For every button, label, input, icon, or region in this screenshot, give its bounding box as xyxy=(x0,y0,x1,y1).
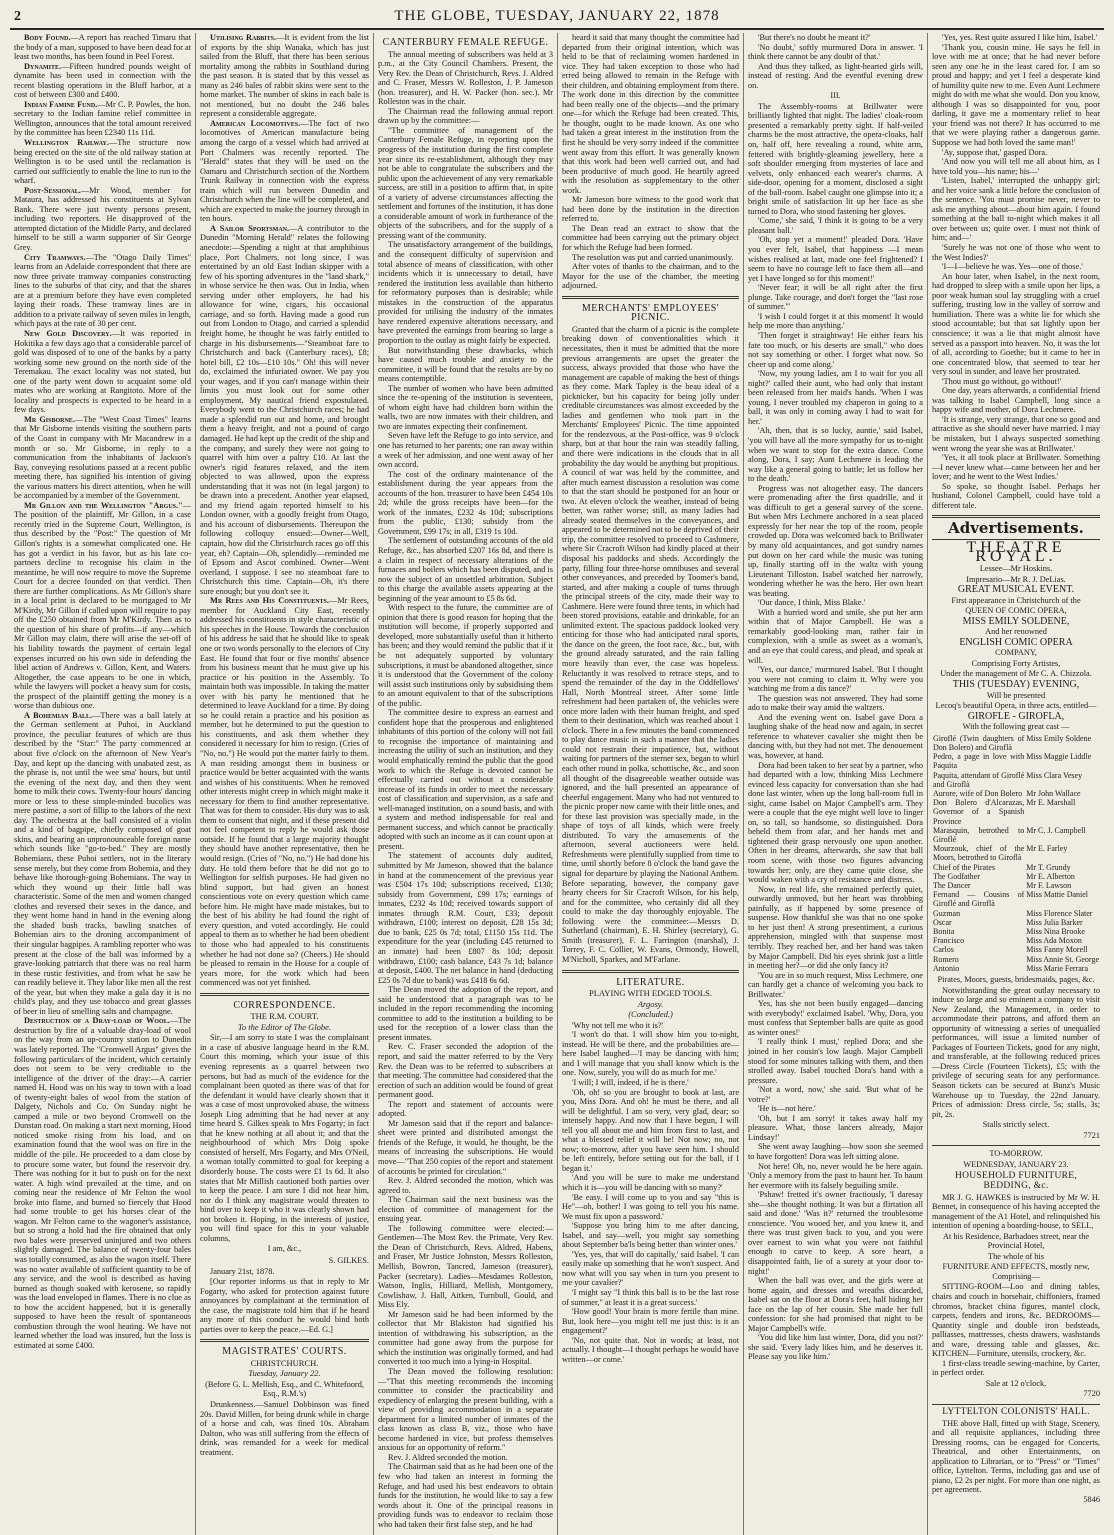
article-paragraph: The cost of the ordinary maintenance of the establishment during the year appears from the accounts of the hon. treasurer to have been £454 10s 2d; while the gross receipts have been—for the work of the inmates, £232 4s 10d; subscriptions from the public, £130; subsidy from the Government, £99 17s; in all, £319 1s 10d. xyxy=(378,469,553,536)
refuge-article-continued xyxy=(562,33,739,291)
correspondence-heading: CORRESPONDENCE. xyxy=(233,999,336,1011)
cast-role: Don Bolero d'Alcarazas, Governor of a Spanish Province xyxy=(933,798,1025,826)
story-paragraph: With a hurried word and smile, she put her arm within that of Major Campbell. He was a remarkably good-looking man, rather fair in complexion, with a smile as sweet as a woman's, and an eye that could caress, and plead, and speak at will. xyxy=(748,607,923,665)
column-2-news xyxy=(200,33,369,988)
story-paragraph: And thus they talked, as light-hearted girls will, instead of resting. And the eventful evening drew on. xyxy=(748,61,923,90)
theatre-first-appearance: First appearance in Christchurch of the xyxy=(951,595,1081,605)
story-paragraph: 'You are in so much request, Miss Lechmere, one can hardly get a chance of welcoming you back to Brillwater.' xyxy=(748,970,923,999)
story-paragraph: 'Thank you, cousin mine. He says he fell in love with me at once; that he had never before seen any one he in the least cared for. I am so proud and happy; and yet I feel a desperate kind of humility quite new to me. Even Aunt Lechmere might do with me what she would. Don you know, although I was so disappointed for you, poor darling, it gave me a momentary relief to hear your friend was not there? It has occurred to me that we were playing rather a dangerous game. Suppose we had both loved the same man!' xyxy=(932,42,1100,148)
advertisements-heading: Advertisements. xyxy=(948,519,1084,538)
cast-role: The Godfather xyxy=(933,871,980,881)
news-item-lead: Indian Famine Fund. xyxy=(24,99,98,109)
news-item-lead: Mr Gillon and the Wellington "Argus." xyxy=(24,500,183,510)
news-item xyxy=(14,711,191,1017)
news-item xyxy=(14,62,191,100)
news-item-lead: A Bohemian Ball. xyxy=(24,710,93,720)
cast-row xyxy=(932,734,1100,752)
column-4 xyxy=(558,33,744,1535)
sale-day: TO-MORROW. xyxy=(989,1149,1043,1159)
story-paragraph: 'And now you will tell me all about him, as I have told you—his name; his—' xyxy=(932,157,1100,176)
news-item-text: —The "West Coast Times" learns that Mr Gisborne intends visiting the southern parts of the Coast in company with Mr Macandrew in a month or so. Mr Gisborne, in reply to a communication from the inhabitants of Jackson's Bay, conveying resolutions passed at a recent public meeting there, has signified his intention of giving the various matters his direct attention, when he will be accompanied by a member of the Government. xyxy=(14,414,191,501)
refuge-heading: CANTERBURY FEMALE REFUGE. xyxy=(382,37,549,48)
story-paragraph: So spoke, so thought Isabel. Perhaps her husband, Colonel Campbell, could have told a different tale. xyxy=(932,481,1100,510)
to-editor: To the Editor of The Globe. xyxy=(237,1021,332,1032)
news-item-text: —Fifteen hundred pounds weight of dynamite has been used in connection with the recent blasting operations in the Bluff harbor, at a cost of between £300 and £400. xyxy=(14,61,191,100)
story-paragraph: 'How good! Your brain is more fertile than mine. But, look here—you might tell me just this: is it an engagement?' xyxy=(562,1307,739,1336)
story-paragraph: 'He is—not here.' xyxy=(758,1104,816,1114)
cast-row xyxy=(932,955,1100,964)
correspondence-subheading: THE R.M. COURT. xyxy=(250,1011,319,1022)
article-paragraph: Rev. J. Aldred seconded the motion. xyxy=(388,1452,508,1462)
column-5 xyxy=(744,33,928,1535)
cast-role: Bonita xyxy=(933,927,955,936)
cast-row xyxy=(932,927,1100,936)
article-paragraph: After votes of thanks to the chairman, and to the Mayor for the use of the chamber, the meeting adjourned. xyxy=(562,262,739,291)
cast-actor: Miss Fanny Morell xyxy=(1026,945,1088,955)
story-chapter-3 xyxy=(748,102,923,1362)
story-paragraph: 'It is strange, very strange, that one so good and attractive as she should never have married. I may be mistaken, but I always suspected something went wrong the year she was at Brillwater.' xyxy=(932,414,1100,453)
masthead xyxy=(10,8,1104,30)
cast-actor: Miss Annie St. George xyxy=(1026,954,1099,964)
story-paragraph: 'Never fear; it will be all right after the first plunge. Take courage, and don't forget the "last rose of summer."' xyxy=(748,283,923,312)
article-paragraph: The report and statement of accounts were adopted. xyxy=(378,1099,553,1119)
story-concluded: (Concluded.) xyxy=(628,1009,673,1020)
sale-furniture: FURNITURE AND EFFECTS, mostly new, Comprising— xyxy=(942,1262,1090,1281)
cast-role: Aurore, wife of Don Bolero xyxy=(933,788,1023,798)
news-item-text: —The fact of two locomotives of American manufacture being among the cargo of a vessel which had arrived at Port Chalmers was recently reported. The "Herald" states that they will be used on the Oamaru and Christchurch section of the Northern Trunk Railway in connection with the express train which will run between Dunedin and Christchurch when the line will be completed, and which are expected to make the journey through in ten hours. xyxy=(200,118,370,224)
story-paragraph: 'No, not quite that. Not in words; at least, not actually. I thought—I thought perhaps he would have written—or come.' xyxy=(562,1335,739,1364)
news-item-lead: Body Found. xyxy=(24,33,71,42)
cast-row xyxy=(932,863,1100,872)
article-paragraph: Rev. J. Aldred seconded the motion, which was agreed to. xyxy=(378,1176,553,1195)
news-item xyxy=(14,138,191,186)
news-item-text: —Mr Wood, member for Mataura, has addressed his constituents at Sylvan Bank. There were just twenty persons present, including two reporters. He disapproved of the attempted dictation of the Middle Party, and declared himself to be still a warm supporter of Sir George Grey. xyxy=(14,185,191,253)
column-1 xyxy=(10,33,196,1535)
article-paragraph: The resolution was put and carried unanimously. xyxy=(572,252,734,262)
story-paragraph: The Assembly-rooms at Brillwater were brilliantly lighted that night. The ladies' cloak-room presented a remarkably pretty sight. If half-veiled charms be the most attractive, the opera-cloaks, half on, half off, here revealing a round, white arm, fettered with brightly-gleaming jewellery, here a soft shoulder emerging from mysteries of lace and velvets, only enhanced each wearer's charms. A side-door, opening for a moment, disclosed a sight of the ball-room. Isabel caught one glimpse into it; a bright smile of satisfaction lit up her face as she turned to Dora, who stood fastening her gloves. xyxy=(748,101,923,216)
article-paragraph: The settlement of outstanding accounts of the old Refuge, &c., has absorbed £207 16s 8d, and there is a claim in respect of necessary alterations of the furnaces and boilers which has been disputed, and is now the subject of an unsettled arbitration. Subject to this charge the available assets appearing at the beginning of the year amount to £5 8s 6d. xyxy=(378,536,553,603)
news-item-text: —The structure now being erected on the site of the old railway station at Wellington is to be used until the reclamation is carried out sufficiently to enable the line to run to the wharf. xyxy=(14,138,191,186)
article-paragraph: The Chairman read the following annual report drawn up by the committee:— xyxy=(378,106,553,126)
theatre-company: COMPANY, xyxy=(995,648,1037,658)
sale-time: Sale at 12 o'clock. xyxy=(985,1378,1047,1388)
article-paragraph: The committee desire to express an earnest and confident hope that the prosperous and enlightened inhabitants of this portion of the colony will not fail to recognise the importance of maintaining and increasing the utility of such an institution, and they would emphatically remind the public that the good work to which the Refuge is devoted cannot be effectually carried out without a considerable increase of its funds in order to meet the necessary cost of classification and supervision, as a safe and well-managed institution, on a sound basis, and with a system and method indispensable for real and permanent success, and which cannot be practically adopted with such an income as it can count upon at present. xyxy=(378,708,553,851)
theatre-impresario: Impresario—Mr R. J. DeLias. xyxy=(966,574,1066,584)
theatre-cast-intro: With the following great cast — xyxy=(962,722,1070,732)
cast-role: Chief of the Pirates xyxy=(933,862,995,872)
cast-role: Francisco xyxy=(933,936,965,946)
sale-body: MR J. G. HAWKES is instructed by Mr W. H. Bennet, in consequence of his having accepted the management of the A1 Hotel, and relinquished his intention of opening a boarding-house, to SELL, xyxy=(932,1192,1100,1231)
cast-role: Pedro, a page in love with Paquita xyxy=(933,752,1025,771)
news-item-lead: Dynamite. xyxy=(24,61,62,71)
news-item xyxy=(14,253,191,329)
cast-role: Guzman xyxy=(933,908,961,918)
news-item xyxy=(14,1016,191,1350)
cast-role: Romero xyxy=(933,954,959,964)
column-6 xyxy=(928,33,1104,1535)
sale-extra: 1 first-class treadle sewing-machine, by Carter, in perfect order. xyxy=(932,1358,1100,1378)
cast-actor: Mr F. Lawson xyxy=(1026,880,1072,890)
cast-actor: Miss Mattie Daniel xyxy=(1026,890,1089,900)
article-paragraph: The number of women who have been admitted since the re-opening of the institution is seventeen, of whom eight have had children born within the walls, two are now inmates with their children, and two are inmates expecting their confinement. xyxy=(378,383,553,431)
news-item-text: —The destruction by fire of a valuable dray-load of wool on the way from an up-country station to Dunedin was lately reported. The "Cromwell Argus" gives the following particulars of the incident, which certainly does not seem to be very creditable to the intelligence of the driver of the dray:—A carrier named H. Hood was on his way to town with a load of twenty-eight bales of wool from the station of Dalgety, Nichols and Co. On Sunday night he camped a mile or two beyond Cromwell on the Dunstan road. On making a start next morning, Hood noticed smoke rising from his load, and on examination found that the wool was on fire in the middle of the pile. He proceeded to a dam close by to procure some water, but found the reservoir dry. There was nothing for it but to push on for the next water. A high wind prevailed at the time, and on coming near the residence of Mr Felton the wool broke into flame, and burned so fiercely that Hood had some trouble to get his horses clear of the wagon. Mr Felton came to the wagoner's assistance, but so strong a hold had the fire obtained that only two bales were preserved uninjured and two others slightly damaged. The balance of twenty-four bales was totally consumed, as also the wagon itself. There was no water available of sufficient quantity to be of any service, and the wool is described as having burned as though soaked with kerosene, so rapidly was the load enveloped in flames. There is no clue as to how the accident happened, but it is generally supposed to have been the result of spontaneous combustion through the wool heating. We have not learned whether the load was insured, but the loss is estimated at some £400. xyxy=(14,1016,191,1350)
cast-role: The Dancer xyxy=(933,880,971,890)
cast-row xyxy=(932,872,1100,881)
story-paragraph: 'Yes, it all took place at Brillwater. Something—I never knew what—came between her and her lover; and he went to the West Indies.' xyxy=(932,453,1100,482)
cast-actor: Mr John Wallace xyxy=(1026,788,1081,798)
theatre-name: THEATRE ROYAL. xyxy=(966,538,1066,566)
cast-role: Carlos xyxy=(933,945,954,955)
letter-closing: I am, &c., xyxy=(267,1244,302,1254)
cast-role: Paquita, attendant of Giroflé and Giroflà xyxy=(933,770,1025,789)
cast-row xyxy=(932,890,1100,908)
article-paragraph: Seven have left the Refuge to go into service, and one has returned to her parents; one ran away within a week of her admission, and one went away of her own accord. xyxy=(378,431,553,470)
story-paragraph: When the ball was over, and the girls were at home again, and dresses and wreaths discarded, Isabel sat on the floor at Dora's feet, half hiding her face on the lap of her cousin. She made her full confession: for she had promised that night to be Major Campbell's wife. xyxy=(748,1276,923,1333)
sale-whole: The whole of his xyxy=(988,1251,1044,1261)
news-item-lead: Mr Gisborne. xyxy=(24,414,75,424)
story-paragraph: 'Now, my young ladies, am I to wait for you all night?' called their aunt, who had only that instant been released from her maid's hands. 'When I was young, I never troubled my chaperon in going to a ball, it was only in coming away I had to wait for her.' xyxy=(748,369,923,426)
magistrates-body: Drunkenness.—Samuel Dobbinson was fined 20s. David Millen, for being drunk while in charge of a horse and cab, was fined 10s. Abraham Dalton, who was still suffering from the effects of drink, was remanded for a week for medical treatment. xyxy=(200,1400,369,1457)
letter-signature: S. GILKES. xyxy=(328,1255,369,1265)
theatre-ref: 7721 xyxy=(1083,1130,1100,1140)
story-continued xyxy=(748,33,923,90)
cast-table xyxy=(932,734,1100,973)
cast-row xyxy=(932,789,1100,798)
story-paragraph: Yes, has she not been busily engaged—dancing with everybody!' exclaimed Isabel. 'Why, Dora, you must confess that September balls are quite as good as winter ones!' xyxy=(748,999,923,1037)
news-item xyxy=(200,33,369,119)
news-item xyxy=(200,596,369,987)
theatre-direction: Under the management of Mr C. A. Chizzola. xyxy=(940,669,1092,679)
cast-row xyxy=(932,752,1100,770)
literature-heading: LITERATURE. xyxy=(616,976,685,988)
cast-actor: Miss Clara Vesey xyxy=(1026,770,1083,780)
story-paragraph: One day, years afterwards, a confidential friend was talking to Isabel Campbell, long since a happy wife and mother, of Dora Lechmere. xyxy=(932,386,1100,415)
news-item-lead: City Tramways. xyxy=(24,252,86,262)
article-paragraph: The statement of accounts duly audited, submitted by Mr Jameson, showed that the balance in hand at the commencement of the previous year was £504 17s 10d; subscriptions received, £130; subsidy from Government, £99 17s; earnings of inmates, £232 4s 10d; received towards support of inmates through R.M. Court, £33; deposit withdrawn, £100; interest on deposit, £28 15s 3d; due to bank, £25 0s 7d; total, £1150 15s 11d. The expenditure for the year (including £45 returned to an inmate) had been £807 8s 10d; deposit withdrawn, £100; cash balance, £43 7s 1d; balance at deposit, £400. The net balance in hand (deducting £25 0s 7d due to bank) was £418 6s 6d. xyxy=(378,851,553,985)
story-paragraph: 'Then forget it straightway! He either fears his fate too much, or his deserts are small," who does not say something or other. I forget what now. So cheer up and come along.' xyxy=(748,330,923,369)
article-paragraph: The Chairman said that as he had been one of the few who had taken an interest in forming the Refuge, and had used his best endeavors to obtain funds for the institution, he would like to say a few words about it. One of the principal reasons in providing funds was to endeavor to reclaim those who had taken their first false step, and he had xyxy=(378,1462,553,1529)
cast-actor: Miss Nina Brooke xyxy=(1026,927,1085,936)
column-2 xyxy=(196,33,374,1535)
story-paragraph: Not here! Oh, no, never would he be here again. 'Only a memory from the past to haunt her. To haunt her evermore with its falsely beguiling smile. xyxy=(748,1161,923,1190)
theatre-presented: Will be presented xyxy=(986,690,1046,700)
news-item-text: —A contributor to the Dunedin "Morning Herald" relates the following anecdote:—Spending a night at that amphibious place, Port Chalmers, not long since, I was entertained by an old East Indian skipper with a few of his sporting adventures in the "land shark," in whose service he then was. Out in India, when serving under other employers, he had his allowance for wine, cigars, his occasional carriage, and so forth. Having made a good run out from London to Otago, and carried a splendid freight home, he thought he was fairly entitled to charge in his disbursements—"Steamboat fare to Christchurch and back (Canterbury races), £8; hotel bill, £2 10s—£10 10s." Oh! this will never do, exclaimed the infuriated owner. We pay you your wages, and if you can't manage within their limits you must look out for some other employment. My nautical friend expostulated. Everybody went to the Christchurch races; he had made a splendid run out and home, and brought them a heavy freight, and not a pound of cargo damaged. He had kept up the credit of the ship and the company, and surely they were not going to quarrel with him over a paltry £10. At last the owner's rigid features relaxed, and the item objected to was allowed, upon the express understanding that it was not (in legal jargon) to be drawn into a precedent. Another year elapsed, and my friend again reported himself to his London owner, with a goodly freight from Otago, and his account of disbursements. Thereupon the following colloquy ensued:—Owner—Well, captain, how did the Christchurch races go off this year, eh? Captain—Oh, splendidly—reminded me of Epsom and Ascot combined. Owner—Went overland, I suppose. I see no steamboat fare to Christchurch this time. Captain—Oh, it's there sure enough; but you don't see it. xyxy=(200,223,369,596)
news-item xyxy=(14,501,191,711)
cast-row xyxy=(932,844,1100,862)
columns xyxy=(10,30,1104,1535)
news-item xyxy=(14,329,191,415)
cast-row xyxy=(932,909,1100,918)
article-paragraph: Mr Jameson said he had been informed by the collector that Mr Blakiston had signified his intention of withdrawing his subscription, as the committee had gone away from the purpose for which the institution was originally formed, and had converted it too much into a lying-in Hospital. xyxy=(378,1309,553,1367)
story-paragraph: 'I wish I could forget it at this moment! It would help me more than anything.' xyxy=(748,311,923,331)
cast-actor: Mr E. Alberton xyxy=(1026,871,1075,881)
cast-role: Oscar xyxy=(933,917,952,927)
story-paragraph: 'Yes, yes. Rest quite assured I like him, Isabel.' xyxy=(942,33,1098,42)
article-paragraph: "The committee of management of the Canterbury Female Refuge, in reporting upon the progress of the institution during the first complete year since its re-establishment, although they may not be able to congratulate the subscribers and the public upon the achievement of any very remarkable success, are still in a position to affirm that, in spite of a variety of adverse circumstances affecting the settlement and fortunes of the institution, it has done a considerable amount of work in furtherance of the objects of the subscribers, and for the supply of a pressing want of the community. xyxy=(378,125,553,240)
news-item-lead: New Gold Discovery. xyxy=(24,328,112,338)
news-item xyxy=(14,100,191,138)
story-paragraph: 'But there's no doubt he meant it?' xyxy=(758,33,871,42)
theatre-event: GREAT MUSICAL EVENT. xyxy=(957,584,1075,596)
article-paragraph: Mr Jameson bore witness to the good work that had been done by the institution in the direction referred to. xyxy=(562,195,739,224)
story-paragraph: The question was not answered. They had some ado to make their way amid the waltzers. xyxy=(748,693,923,713)
letter-date: January 21st, 1878. xyxy=(210,1267,275,1277)
cast-row xyxy=(932,945,1100,954)
article-paragraph: Mr Jameson said that if the report and balance-sheet were printed and distributed amongst the friends of the Refuge, it would, he thought, be the means of increasing the subscriptions. He would move—"That 250 copies of the report and statement of accounts be printed for circulation." xyxy=(378,1118,553,1176)
theatre-company-name: ENGLISH COMIC OPERA xyxy=(959,636,1073,648)
story-paragraph: 'Yes, our dance,' murmured Isabel. 'But I thought you were not coming to claim it. Why were you watching me from a dis tance?' xyxy=(748,665,923,694)
story-paragraph: 'Listen, Isabel,' interrupted the unhappy girl; and her voice sank a little before the conclusion of the sentence. 'You must promise never, never to ask me anything about—about him again. I found something at the ball to-night which makes it all over between us; quite over. I must not think of him; and—' xyxy=(932,176,1100,243)
story-paragraph: And the evening went on. Isabel gave Dora a laughing shake of the head now and again, in secret reference to whatever cavalier she might then be dancing with, but they had not met. The denouement was, however, at hand. xyxy=(748,712,923,761)
news-item xyxy=(200,224,369,596)
sale-title: HOUSEHOLD FURNITURE, BEDDING, &c. xyxy=(954,1171,1078,1191)
theatre-notice: Notwithstanding the great outlay necessary to induce so large and so eminent a company to visit New Zealand, the Management, in order to accommodate their patrons, and afford them an opportunity of witnessing a series of unequalled performances, will issue a limited number of Packages of Fourteen Tickets, good for any night, and transferable, at the following reduced prices—Dress Circle (Fourteen Tickets), £5; with the privilege of securing seats for any performance. Season tickets can be secured at Bunz's Music Warehouse up to Tuesday, the 22nd January. Prices of admission: Dress circle, 5s; stalls, 3s; pit, 2s. xyxy=(932,985,1100,1119)
story-paragraph: 'Thou must go without, go without!' xyxy=(942,376,1062,386)
letter-body: Sir,—I am sorry to state I was the complainant in a case of abusive language heard in the R.M. Court this morning, which your issue of this evening represents as a quarrel between two persons, but had as much of the evidence for the complainant been quoted as there was of that for the defendant it would have clearly shown that it was a case of most unprovoked abuse, the witness Joseph Ling admitting that he had never at any time heard S. Gilkes speak to Mrs Fogarty; in fact that he knew nothing at all about it; and that the neighbourhood of which Mrs Doig spoke consisted of herself, Mrs Fogarty, and Mrs O'Neil, a woman totally committed to goal for keeping a disorderly house. The costs were £1 1s 6d. It also states that Mr Millish cautioned both parties over to keep the peace. I am sure I did not hear him, nor do I think any magistrate would threaten to bind over to keep it who it was clearly shown had not broken it. Hoping, in the interests of justice, you will find space for this in your valuable columns, xyxy=(200,1033,369,1243)
news-item-lead: Post-Sessional. xyxy=(24,185,81,195)
theatre-renowned: And her renowned xyxy=(985,627,1047,637)
article-paragraph: Granted that the charm of a picnic is the complete breaking down of conventionalities which it necessitates, then it must be admitted that the more previous arrangements are upset the greater the success, always provided that those who have the management are capable of making the best of things as they come. Mark Tapley is the beau ideal of a picknicker, but his capacity for being jolly under creditable circumstances was almost exceeded by the ladies and gentlemen who took part in the Merchants' Employees' Picnic. The time appointed for the rendezvous, at the Post-office, was 9 o'clock sharp, but at that hour the rain was steadily falling, and there were indications in the clouds that in all probability the day would be anything but propitious. A council of war was held by the committee, and after much earnest discussion a resolution was come to that the start should be postponed for an hour or two. At eleven o'clock the weather, instead of being better, was rather worse; still, as many ladies had already seated themselves in the conveyances, and appeared to be determined not to be deprived of their trip, the committee resolved to proceed to Cashmere, where Sir Cracroft Wilson had kindly placed at their disposal his paddocks and sheds. Accordingly the party, filling four three-horse omnibuses and several other conveyances, and preceded by Toomer's band, started, and after making a couple of turns through the principal streets of the city, made their way to Cashmere. Here were found three tents, in which had been stored provisions, eatable and drinkable, for an unlimited extent. The spacious paddock looked very enticing for those who had anticipated rural sports, the dance on the green, the foot race, &c., but, with the ground already saturated, and the rain falling more heavily than ever, the case was hopeless. Reluctantly it was resolved to retrace steps, and to spend the remainder of the day in the Oddfellows' Hall, North Montreal street. After some little refreshment had been partaken of, the vehicles were once more laden with their human freight, and sped them to their destination, which was reached about 1 o'clock. There in a few minutes the band commenced to play dance music in such a manner that the ladies could not restrain their impatience, but, without waiting for partners of the sterner sex, began to whirl each other round in polka, schottische, &c., and soon all thought of the disagreeable weather outside was ignored, and the hall presented an appearance of cheerful engagement. Many who had not ventured to the picnic proper now came with their little ones, and for these last provision was specially made, in the shape of toys of all kinds, which were freely distributed. To vary the amusements of the afternoon, several auctioneers were held. Refreshments were plentifully supplied from time to time, until shortly before 8 o'clock the band gave the signal for departure by playing the National Anthem. Before separating, however, the company gave hearty cheers for Sir Cracroft Wilson, for his help, and for the committee, who certainly did all they could to make the day thoroughly enjoyable. The following were the committee:—Messrs D. Sutherland (chairman), E. H. Shirley (secretary), G. Smith (treasurer), F. L. Farrington (marshal), J. Torrey, F. C. Collier, W. Evans, Ormondy, Howell, M'Nicholl, Sparkes, and M'Farlane. xyxy=(562,324,739,964)
theatre-comprising: Comprising Forty Artistes, xyxy=(971,658,1061,668)
page-number: 2 xyxy=(14,9,21,24)
cast-row xyxy=(932,881,1100,890)
theatre-stalls: Stalls strictly select. xyxy=(982,1120,1050,1130)
story-paragraph: 'And you will be sure to make me understand which it is—you will be dancing with so many?' xyxy=(562,1173,739,1192)
story-paragraph: 'You did like him last winter, Dora, did you not?' she said. 'Every lady likes him, and he deserves it. Please say you like him.' xyxy=(748,1333,923,1362)
article-paragraph: The annual meeting of subscribers was held at 3 p.m., at the City Council Chambers. Present, the Very Rev. the Dean of Christchurch, Revs. J. Aldred and C. Fraser, Messrs W. Rolleston, J. P. Jameson (hon. treasurer), and H. W. Packer (hon. sec.). Mr Rolleston was in the chair. xyxy=(378,49,553,107)
news-item xyxy=(200,119,369,224)
article-paragraph: The Chairman said the next business was the election of committee of management for the ensuing year. xyxy=(378,1195,553,1224)
article-paragraph: heard it said that many thought the committee had departed from their original intention, which was held to be that of reclaiming women hardened in vice. They had taken exception to those who had erred being allowed to remain in the Refuge with their children, and obtaining employment from there. The work done in this direction by the committee had been really one of the objects—and the primary one—for which the Refuge had been created. This, he thought, ought to be made known. As one who had taken a great interest in the institution from the first he should be very sorry indeed if the committee went away from this effort. It was generally known that this work had been well carried out, and had been productive of much good. He heartily agreed with the resolution as supplementary to the other work. xyxy=(562,33,739,195)
news-item-lead: Utilising Rabbits. xyxy=(210,33,277,42)
news-item-text: —A report has reached Timaru that the body of a man, supposed to have been dead for at least two months, has been found in Peel Forest. xyxy=(14,33,191,62)
cast-row xyxy=(932,918,1100,927)
news-item xyxy=(14,415,191,501)
chapter-number: III. xyxy=(830,91,841,101)
story-paragraph: 'Come,' she said, 'I think it is going to be a very pleasant ball.' xyxy=(748,216,923,235)
picnic-article xyxy=(562,325,739,965)
news-item-text: —The "Otago Daily Times" learns from an Adelaide correspondent that there are now three private tramway companies constructing lines to the suburbs of that city, and that the shares are at a premium before they have even completed laying their roads. These tramway lines are in addition to a private railway of seven miles in length, which pays at the rate of 30 per cent. xyxy=(14,252,191,329)
theatre-tonight: THIS (TUESDAY) EVENING, xyxy=(952,679,1080,690)
cast-actor: Miss Florence Slater xyxy=(1026,908,1093,918)
story-paragraph: 'I might say "I think this ball is to be the last rose of summer," at least it is a great success.' xyxy=(562,1288,739,1307)
news-item-text: —It is evident from the list of exports by the ship Wanaka, which has just sailed from the Bluff, that there has been serious mortality among the rabbits in Southland during the past season. It is stated that by this vessel as many as 246 bales of rabbit skins were sent to the home market. The number of skins in each bale is not mentioned, but no doubt the 246 bales represent a considerable aggregate. xyxy=(200,33,369,119)
newspaper-title: THE GLOBE, TUESDAY, JANUARY 22, 1878 xyxy=(394,8,720,24)
hall-body: THE above Hall, fitted up with Stage, Scenery, and all requisite appliances, including three Dressing rooms, can be engaged for Concerts, Theatrical, and other Entertainments, on application to Librarian, or to "Press" or "Times" office, Lyttelton. Terms, including gas and use of piano, £2 2s per night. For more than one night, as per agreement. xyxy=(932,1418,1100,1495)
theatre-chorus: Pirates, Moors, guests, bridesmaids, pages, &c. xyxy=(937,975,1095,985)
cast-actor: Mr C. J. Campbell xyxy=(1026,825,1086,835)
theatre-star: MISS EMILY SOLDENE, xyxy=(962,615,1070,627)
story-paragraph: 'Our dance, I think, Miss Blake.' xyxy=(758,598,866,608)
news-item-lead: Destruction of a Dray-load of Wool. xyxy=(24,1016,170,1026)
story-paragraph: 'Suppose you bring him to me after dancing, Isabel, and say—well, you might say something about September ba'ls being better than winter ones.' xyxy=(562,1221,739,1250)
cast-actor: Miss Maggie Liddle xyxy=(1026,752,1092,762)
story-paragraph: 'Yes, yes, that will do capitally,' said Isabel. 'I can easily make up something that he won't suspect. And now what will you say when in turn you present to me your cavalier?' xyxy=(562,1249,739,1288)
story-paragraph: 'Surely he was not one of those who went to the West Indies?' xyxy=(932,243,1100,262)
cast-actor: Miss Emily Soldene xyxy=(1026,733,1092,743)
cast-row xyxy=(932,798,1100,826)
cast-role: Antonio xyxy=(933,963,960,973)
story-paragraph: 'Ah, then, that is so lucky, auntie,' said Isabel, 'you will have all the more sympathy for us to-night when we want to stop for the extra dance. Come along, Dora, I say; Aunt Lechmere is leading the way like a general going to battle; let us follow her to the death.' xyxy=(748,426,923,484)
story-paragraph: 'Not a word, now,' she said. 'But what of he votre?' xyxy=(748,1085,923,1104)
magistrates-heading: MAGISTRATES' COURTS. xyxy=(222,1346,347,1358)
news-item-text: —There was a ball lately at the German settlement at Puhoi, in Auckland province, the peculiar features of which are thus described by the "Star:" The party commenced at about five o'clock on the afternoon of New Year's Day, and kept up the dancing with unabated zest, as the phrase is, not until the wee sma' hours, but until the evening of the next day, and then they went home to milk their cows. Twenty-four hours' dancing more or less to these simple-minded bucolics was mere pastime, a sort of fillip to the labors of the next day. The orchestra at the ball consisted of a violin and a kind of bagpipe, chiefly composed of goat skins, and bearing an unpronounceable foreign name which sounds like "go-to-bed." They are mostly Bohemians, these Puhoi settlers, not in the literary sense merely, but they come from Bohemia, and they behave like thorough-going Bohemians. The way in which they wound up their little ball was characteristic. Some of the men and women changed clothes and reversed their sexes in the dance, and they went home hand in hand in the evening along the shaded bush tracks, bawling snatches of Bohemian airs to the droning accompaniment of their singular bagpipes. A rambling reporter who was present at the close of the ball was informed by a grave-looking patriarch that there was no real harm in these rustic festivities, and from what he saw he can readily believe it. They labor like men all the rest of the year, but when they make a gala day it is no child's play, and they use tobacco and great glasses of beer in lieu of smelling salts and champagne. xyxy=(14,710,192,1016)
story-paragraph: 'Why not tell me who it is?' xyxy=(572,1020,664,1030)
cast-actor: Mr T. Grundy xyxy=(1026,862,1071,872)
story-paragraph: 'Ay, suppose that,' gasped Dora. xyxy=(942,147,1048,157)
theatre-opera-desc: Lecoq's beautiful Opera, in three acts, entitled— xyxy=(935,701,1097,711)
news-item-lead: A Sailor Sportsman. xyxy=(210,223,290,233)
cast-role: Marasquin, betrothed to Giroflé xyxy=(933,825,1025,844)
news-item xyxy=(14,33,191,62)
magistrates-bench: (Before G. L. Mellish, Esq., and C. Whitefoord, Esq., R.M.'s) xyxy=(205,1379,364,1399)
article-paragraph: The Dean moved the following resolution:—"That this meeting recommends the incoming committee to consider the practicability and expediency of enlarging the present building, with a view of providing accommodation in a separate department for a limited number of inmates of the class known as class B, viz., those who have become hardened in vice, but profess themselves anxious for an opportunity of reform." xyxy=(378,1367,553,1453)
story-paragraph: 'No doubt,' softly murmured Dora in answer. 'I think there cannot be any doubt of that.' xyxy=(748,42,923,62)
story-paragraph: Dora had been taken to her seat by a partner, who had departed with a low, thinking Miss Lechmere evinced less capacity for conversation than she had done last winter, when up the long ball-room full in sight, came Isabel on Major Campbell's arm. They were a couple that the eye might well love to linger on, so tall, so handsome, so distinguished. Dora beheld them from afar, and her hands met and tightened their grasp nervously one upon another. Often in her dreams, afterwards, she saw that ball room scene, with those two figures advancing towards her; only, are they came quite close, she would waken with a cry of resistance and distress. xyxy=(748,760,923,885)
story-paragraph: 'Oh, stop yet a moment!' pleaded Dora. 'Have you ever felt, Isabel, that happiness —I mean wishes realised at last, made one feel frightened? I seem to have no courage left to face them all—and yet I have longed so for this moment!' xyxy=(748,235,923,283)
article-paragraph: The Dean moved the adoption of the report, and said he understood that a paragraph was to be included in the report recommending the incoming committee to add to the institution a building to be used for the reception of a lower class than the present inmates. xyxy=(378,985,553,1042)
hall-title: LYTTELTON COLONISTS' HALL. xyxy=(942,1406,1090,1417)
article-paragraph: Rev. C. Fraser seconded the adoption of the report, and said the matter referred to by the Very Rev. the Dean was to be referred to subscribers at that meeting. The committee had considered that the erection of such an addition would be found of great permanent good. xyxy=(378,1042,553,1100)
cast-row xyxy=(932,936,1100,945)
story-paragraph: 'I really think I must,' replied Dora; and she joined in her cousin's low laugh. Major Campbell stood for some minutes talking with them, and then strolled away. Isabel touched Dora's hand with a pressure. xyxy=(748,1037,923,1085)
story-paragraph: 'I won't do that. I will show him you to-night, instead. He will be there, and the probabilities are—here Isabel laughed—'I may be dancing with him; and I will manage that you shall know which is the one. Now, surely, you will do as much for me.' xyxy=(562,1030,739,1078)
story-paragraph: Now, in real life, she remained perfectly quiet, outwardly unmoved, but her heart was throbbing painfully, as if happened by some presence of suspense. How thankful she was that no one spoke to her just then! A strong presentiment, a curious apprehension, mingled with that suspense most terribly. They reached her, and her hand was taken by Major Campbell. Did his eyes shrink just a little in meeting her?—or did she only fancy it? xyxy=(748,884,923,971)
cast-row xyxy=(932,964,1100,973)
cast-row xyxy=(932,771,1100,789)
cast-role: Giroflé (Twin daughters of Don Bolero) and Giroflà xyxy=(933,733,1025,752)
article-paragraph: The following committee were elected:—Gentlemen—The Most Rev. the Primate, Very Rev. the Dean of Christchurch, Revs. Aldred, Habens, and Fraser, Mr Justice Johnston, Messrs Rolleston, Mellish, Bowron, Tancred, Jameson (treasurer), Packer (secretary). Ladies—Mesdames Rolleston, Watson, Inglis, Hilliard, Mellish, Montgomery, Cowlishaw, J. Hall, Aitken, Turnbull, Gould, and Miss Ely. xyxy=(378,1223,553,1310)
magistrates-sub: CHRISTCHURCH. xyxy=(250,1357,319,1368)
news-item xyxy=(14,186,191,253)
sale-ref: 7720 xyxy=(1083,1389,1100,1399)
theatre-lessee: Lessee—Mr Hoskins. xyxy=(979,563,1053,573)
story-paragraph: 'Be easy. I will come up to you and say "this is He"—oh, bother! I was going to tell you his name. We must fix upon a password.' xyxy=(562,1192,739,1221)
news-item-text: —It was reported in Hokitika a few days ago that a considerable parcel of gold was disposed of to one of the banks by a party working some new ground on the north side of the Teremakau. The exact locality was not stated, but one of the party went down to acquaint some old mates who are working at Rangitoto. More of the locality and prospects is expected to be heard in a few days. xyxy=(14,328,191,415)
news-item-text: —Mr C. P. Powles, the hon. secretary to the Indian famine relief committee in Wellington, announces that the total amount received by the committee has been £2340 11s 11d. xyxy=(14,99,191,138)
theatre-opera: GIROFLE - GIROFLA, xyxy=(967,710,1065,722)
story-paragraph: 'Pshaw! fretted it's owner fractiously, 'I daresay she—she thought nothing. It was but a flirtation all said and done.' 'Was it?' returned the troublesome conscience. 'You wooed her, and you knew it, and there was trust given back to you, and you were over earnest to win what you were not faithful enough to carve to keep. A sore heart, a disappointed faith, lie of a surety at your door to-night!' xyxy=(748,1190,923,1276)
article-paragraph: The unsatisfactory arrangement of the buildings, and the consequent difficulty of supervision and total absence of means of classification, with other incidents which it is unnecessary to detail, have rendered the institution less available than hitherto for reformatory purposes than is desirable; while mistakes in the construction of the apparatus provided for utilising the industry of the inmates have rendered expensive alterations necessary, and have prevented the earnings from bearing so large a proportion to the outlay as might fairly be expected. xyxy=(378,240,553,345)
story-paragraph: Progress was not altogether easy. The dancers were promenading after the first quadrille, and it was difficult to get a general survey of the scene. But when Mrs Lechmere anchored in a seat placed expressly for her near the top of the room, people crowded up. Dora was welcomed back to Brillwater by many old acquaintances, and got sundry names put down on her card while the music was tuning up, finally starting off in the waltz with young Lieutenant Tilloston. Isabel watched her narrowly, wondering whether he was the hero. Her own heart was beating. xyxy=(748,483,923,598)
article-paragraph: But notwithstanding these drawbacks, which have caused much trouble and anxiety to the committee, it will be found that the results are by no means contemptible. xyxy=(378,345,553,384)
article-paragraph: The Dean read an extract to show that the committee had been carrying out the primary object for which the Refuge had been formed. xyxy=(562,223,739,253)
cast-actor: Mr E. Farley xyxy=(1026,844,1068,854)
sale-date: WEDNESDAY, JANUARY 23. xyxy=(963,1159,1069,1169)
story-paragraph: 'I will; I will, indeed, if he is there.' xyxy=(572,1077,689,1087)
story-paragraph: 'Oh, oh! so you are brought to book at last, are you, Miss Dora. And oh! he must be there, and all will be delightful. I am so very, very glad, dear; so intensely happy. And now that I have begun, I will tell you all about me and him from first to last, and what a blessed relief it will be! Not now; no, not now; to-morrow, after you have seen him. I should be left entirely, before setting out for the ball, if I began it.' xyxy=(562,1087,739,1173)
story-text xyxy=(562,1021,739,1365)
cast-role: Mourzouk, chief of the Moors, betrothed to Giroflà xyxy=(933,844,1025,863)
cast-role: Fernand — Cousins of Giroflé and Giroflà xyxy=(933,890,1025,909)
cast-actor: Miss Julia Barker xyxy=(1026,917,1083,927)
news-item-text: —Mr Rees, member for Auckland City East, recently addressed his constituents in style characteristic of his speeches in the House. Towards the conclusion of his address he said that he should like to speak one or two words personally to the electors of City East. He found that four or five months' absence from his business meant that he must give up his practice or his position in the Assembly. To maintain both was impossible. In taking the matter over with his party he mentioned that he determined to leave Auckland for a time. By doing so he could retain a practice and his position as member, but he determined to put the question to his constituents, and ask them whether they considered it necessary for him to resign. (Cries of "No, no.") He would put the matter fairly to them. A man residing amongst them in business or practice would be better acquainted with the wants and wishes of his constituents. When he removed other interests might creep in which might make it necessary for them to find another representative. That was for them to consider. His duty was to ask them to consent that night, and if these present did not feel competent to reply he would ask those outside. If he found that a large majority thought they should have another representative, then he would resign. (Cries of "No, no.") He had done his duty. He told them before that he did not go to Wellington for selfish purposes. He had given no blind support, but had given an honest conscientious vote on every question which came before him. He might have made mistakes, but to the best of his ability he had found the right of every question, and voted accordingly. He could appeal to them as to whether he had been obedient to those who had appealed to his constituents whether he had not done so? (Cheers.) He should be pleased to remain in the House for a couple of years more, for the work which had been commenced was not yet finished. xyxy=(200,596,370,988)
hall-ref: 5846 xyxy=(1083,1494,1100,1504)
story-paragraph: An hour later, when Isabel, in the next room, had dropped to sleep with a smile upon her lips, a poor weak human soul lay struggling with a cruel suffering, trusting low in the valley of sorrow and humiliation. There was a white lie for which she stood accountable; but that sat lightly upon her conscience; it was a lie that might almost have served as a passport into heaven. No, it was the lot of all, according to Goethe; but it came to her in one concentrated blow, that seemed to tear her very soul in sunder, and leave her prostrated. xyxy=(932,271,1100,377)
picnic-heading: MERCHANTS' EMPLOYEES' PICNIC. xyxy=(581,302,720,324)
story-title: PLAYING WITH EDGED TOOLS. xyxy=(589,988,712,999)
sale-details: SITTING-ROOM—Loo and dining tables, chairs and couch in horsehair, chiffoniers, framed chromos, bracket china figures, mantel clock, carpets, fenders and irons, &c. BEDROOMS—Quantity single and double iron bedsteads, palliasses, mattresses, chests drawers, washstands and ware, dressing table and glasses, &c. KITCHEN—Furniture, utensils, crockery, &c. xyxy=(932,1282,1100,1359)
story-byline: Argosy. xyxy=(637,998,664,1009)
news-item-lead: American Locomotives. xyxy=(210,118,301,128)
column-3 xyxy=(374,33,558,1535)
theatre-queen: QUEEN OF COMIC OPERA, xyxy=(965,606,1067,616)
story-paragraph: 'Oh, but I am sorry! it takes away half my pleasure. What, those lancers already, Major Lindsay!' xyxy=(748,1113,923,1142)
news-item-text: —The position of the plaintiff, Mr Gillon, in a case recently tried in the Supreme Court, Wellington, is thus described by the "Post:" The question of Mr Gillon's rights is a somewhat complicated one. He has got a verdict in his favor, but as his late co-partners decline to recognise his claim in the meantime, he will now require to move the Supreme Court for a decree founded on that verdict. Then there are further complications. As Mr Gillon's share in a local print is declared to be mortgaged to Mr M'Kirdy, Mr Gillon if called upon will require to pay off the £250 obtained from Mr M'Kirdy. Then as to the question of his share of profits—if any—which Mr Gillon may claim, there will arise the set-off of his liability towards the payment of certain legal expenses incurred on his own side in defending the libel action of Andrews v. Gillon, Kent, and Waters. Altogether, the case appears to be one in which, while the lawyers will pocket a heavy sum for costs, the prospect of the plaintiff getting the money is a worse than dubious one. xyxy=(14,500,191,711)
story-ending xyxy=(932,33,1100,510)
editor-note: [Our reporter informs us that in reply to Mr Fogarty, who asked for protection against future annoyances by complainant at the termination of the case, the magistrate told him that if he heard any more of this conduct he would bind both parties over to keep the peace.—Ed. G.] xyxy=(200,1277,369,1334)
news-item-lead: Wellington Railway. xyxy=(24,138,109,148)
article-paragraph: With respect to the future, the committee are of opinion that there is good reason for hoping that the institution will become, if properly supported and developed, more substantially useful than it hitherto has been; and they would remind the public that if it be not adequately supported by voluntary subscriptions, it must be abandoned altogether, since it is understood that the Government of the colony will assist such institutions only by subsidising them to an amount equivalent to that of the subscriptions of the public. xyxy=(378,603,553,708)
cast-row xyxy=(932,826,1100,844)
cast-actor: Miss Marie Ferrara xyxy=(1026,963,1089,973)
story-paragraph: 'I—I—believe he was. Yes—one of those.' xyxy=(942,262,1083,272)
news-item-lead: Mr Rees and His Constituents. xyxy=(210,596,329,606)
cast-actor: Miss Ada Moxon xyxy=(1026,936,1082,946)
magistrates-date: Tuesday, January 22. xyxy=(248,1368,321,1379)
cast-actor: Mr E. Marshall xyxy=(1026,798,1076,808)
sale-location: At his Residence, Barbadoes street, near the Provincial Hotel, xyxy=(942,1231,1090,1251)
story-paragraph: She went away laughing—how soon she seemed to have forgotten! Dora was left sitting alone. xyxy=(748,1142,923,1161)
refuge-article xyxy=(378,50,553,1530)
